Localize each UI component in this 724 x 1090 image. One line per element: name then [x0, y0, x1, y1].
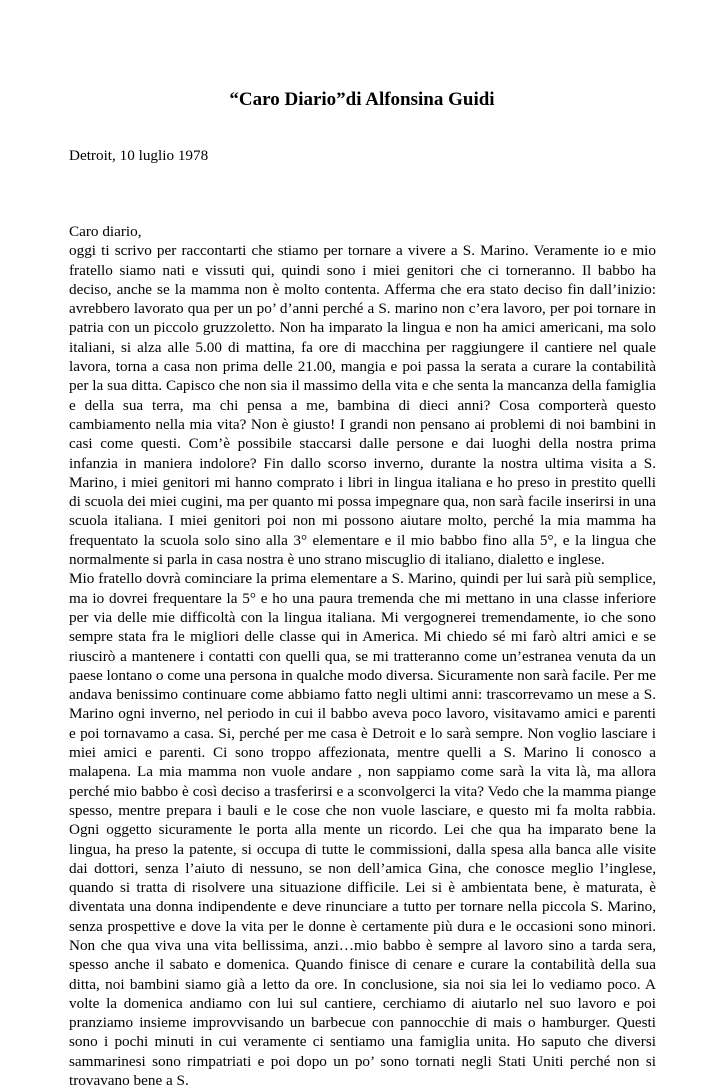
paragraph-1: oggi ti scrivo per raccontarti che stiamo per tornare a vivere a S. Marino. Veramente io e mio fratello siamo nati e vissuti qui, quindi sono i miei genitori che ci torneranno. Il babbo ha deciso, anche se la mamma non è molto contenta. Afferma che era stato deciso fin dall’inizio: avrebbero lavorato qua per un po’ d’anni perché a S. marino non c’era lavoro, per poi tornare in patria con un piccolo gruzzoletto. Non ha imparato la lingua e non ha amici americani, ma solo italiani, si alza alle 5.00 di mattina, fa ore di macchina per raggiungere il cantiere nel quale lavora, torna a casa non prima delle 21.00, mangia e poi passa la serata a curare la contabilità per la sua ditta. Capisco che non sia il massimo della vita e che senta la mancanza della famiglia e della sua terra, ma chi pensa a me, bambina di dieci anni? Cosa comporterà questo cambiamento nella mia vita? Non è giusto! I grandi non pensano ai problemi di noi bambini in casi come questi. Com’è possibile staccarsi dalle persone e dai luoghi della nostra prima infanzia in maniera indolore? Fin dallo scorso inverno, durante la nostra ultima visita a S. Marino, i miei genitori mi hanno comprato i libri in lingua italiana e ho preso in prestito quelli di scuola dei miei cugini, ma per quanto mi possa impegnare qua, non sarà facile inserirsi in una scuola italiana. I miei genitori poi non mi possono aiutare molto, perché la mia mamma ha frequentato la scuola solo sino alla 3° elementare e il mio babbo fino alla 5°, e la lingua che normalmente si parla in casa nostra è uno strano miscuglio di italiano, dialetto e inglese. — [69, 242, 656, 569]
diary-body — [69, 222, 656, 1090]
document-title: “Caro Diario”di Alfonsina Guidi — [229, 89, 495, 110]
greeting: Caro diario, — [69, 223, 142, 240]
date-line: Detroit, 10 luglio 1978 — [69, 147, 209, 164]
paragraph-2: Mio fratello dovrà cominciare la prima elementare a S. Marino, quindi per lui sarà più semplice, ma io dovrei frequentare la 5° e ho una paura tremenda che mi mettano in una classe inferiore per via delle mie difficoltà con la lingua italiana. Mi vergognerei tremendamente, io che sono sempre stata fra le migliori delle classe qui in America. Mi chiedo sé mi farò altri amici e se riuscirò a mantenere i contatti con quelli qua, se mi tratteranno come un’estranea venuta da un paese lontano o come una persona in qualche modo diversa. Sicuramente non sarà facile. Per me andava benissimo continuare come abbiamo fatto negli ultimi anni: trascorrevamo un mese a S. Marino ogni inverno, nel periodo in cui il babbo aveva poco lavoro, visitavamo amici e parenti e poi tornavamo a casa. Si, perché per me casa è Detroit e lo sarà sempre. Non voglio lasciare i miei amici e parenti. Ci sono troppo affezionata, mentre quelli a S. Marino li conosco a malapena. La mia mamma non vuole andare , non sappiamo come sarà la vita là, ma allora perché mio babbo è così deciso a trasferirsi e a sconvolgerci la vita? Vedo che la mamma piange spesso, mentre prepara i bauli e le cose che non vuole lasciare, e questo mi fa molta rabbia. Ogni oggetto sicuramente le porta alla mente un ricordo. Lei che qua ha imparato bene la lingua, ha preso la patente, si occupa di tutte le commissioni, dalla spesa alla banca alle visite dai dottori, senza l’aiuto di nessuno, se non dell’amica Gina, che conosce meglio l’inglese, quando si tratta di risolvere una situazione difficile. Lei si è ambientata bene, è maturata, è diventata una donna indipendente e deve rinunciare a tutto per tornare nella piccola S. Marino, senza prospettive e dove la vita per le donne è certamente più dura e le occasioni sono minori. Non che qua viva una vita bellissima, anzi…mio babbo è sempre al lavoro sino a tarda sera, spesso anche il sabato e domenica. Quando finisce di cenare e curare la contabilità della sua ditta, noi bambini siamo già a letto da ore. In conclusione, sia noi sia lei lo vediamo poco. A volte la domenica andiamo con lui sul cantiere, cerchiamo di aiutarlo nel suo lavoro e poi pranziamo insieme improvvisando un barbecue con pannocchie di mais o hamburger. Questi sono i pochi minuti in cui veramente ci sentiamo una famiglia unita. Ho saputo che diversi sammarinesi sono rimpatriati e poi dopo un po’ sono tornati negli Stati Uniti perché non si trovavano bene a S. — [69, 570, 656, 1090]
